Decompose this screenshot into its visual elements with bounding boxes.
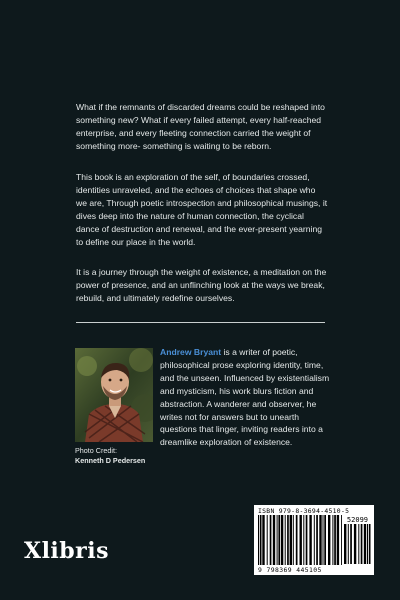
barcode-bar	[367, 524, 368, 564]
barcode-bar	[334, 515, 336, 565]
barcode-bar	[270, 515, 272, 565]
barcode-bar	[290, 515, 292, 565]
barcode-digits: 9 798369 445105	[258, 566, 322, 574]
publisher-logo: Xlibris	[24, 538, 110, 564]
addon-barcode	[344, 524, 372, 564]
photo-credit	[75, 446, 165, 466]
barcode-bar	[300, 515, 302, 565]
barcode-bar	[258, 515, 259, 565]
barcode-bar	[260, 515, 262, 565]
barcode-bar	[273, 515, 275, 565]
barcode-bar	[306, 515, 308, 565]
barcode-bar	[293, 515, 294, 565]
barcode-bar	[354, 524, 356, 564]
isbn-barcode	[254, 505, 374, 575]
photo-credit-name: Kenneth D Pedersen	[75, 456, 146, 465]
blurb-paragraph-1: What if the remnants of discarded dreams could be reshaped into something new? What if every failed attempt, every half-reached enterprise, and every fleeting connection carried the weight of something more- something is waiting to be reborn.	[76, 102, 325, 151]
barcode-bar	[323, 515, 324, 565]
author-bio-text: is a writer of poetic, philosophical prose exploring identity, time, and the unseen. Influenced by existentialism and mysticism, his work blurs fiction and abstraction. A wanderer and observer, he writes not for answers but to unearth questions that linger, inviting readers into a dreamlike exploration of existence.	[160, 347, 330, 448]
barcode-bar	[332, 515, 333, 565]
barcode-bar	[281, 515, 283, 565]
barcode-bar	[314, 515, 315, 565]
barcode-bar	[267, 515, 268, 565]
section-divider	[76, 322, 325, 323]
barcode-bar	[324, 515, 326, 565]
author-name: Andrew Bryant	[160, 347, 222, 357]
barcode-bar	[303, 515, 304, 565]
barcode-bar	[296, 515, 298, 565]
photo-credit-label: Photo Credit:	[75, 446, 117, 455]
price-code: 52099	[346, 516, 368, 524]
barcode-bar	[337, 515, 339, 565]
barcode-bar	[287, 515, 289, 565]
barcode-bar	[350, 524, 352, 564]
barcode-bar	[328, 515, 330, 565]
barcode-bar	[316, 515, 318, 565]
author-bio	[160, 346, 330, 449]
barcode-bar	[348, 524, 349, 564]
barcode-bar	[358, 524, 359, 564]
barcode-bar	[285, 515, 286, 565]
blurb-paragraph-3: It is a journey through the weight of existence, a meditation on the power of presence, and an unflinching look at the ways we break, rebuild, and ultimately redefine ourselves.	[76, 267, 327, 303]
barcode-bar	[344, 524, 346, 564]
main-barcode	[258, 515, 342, 565]
barcode-bar	[341, 515, 342, 565]
barcode-bar	[369, 524, 371, 564]
barcode-bar	[278, 515, 280, 565]
barcode-bar	[319, 515, 321, 565]
isbn-text: ISBN 979-8-3694-4510-5	[258, 507, 350, 515]
barcode-bar	[262, 515, 264, 565]
barcode-bar	[361, 524, 363, 564]
author-portrait-image	[75, 348, 153, 442]
blurb-paragraph-2: This book is an exploration of the self, of boundaries crossed, identities unraveled, and the echoes of choices that shape who we are, Through poetic introspection and philosophical musings, it dives deep into the nature of human connection, the cyclical dance of destruction and renewal, and the ever-present yearning to define our place in the world.	[76, 172, 328, 247]
barcode-bar	[364, 524, 366, 564]
author-photo	[75, 348, 153, 442]
barcode-bar	[277, 515, 278, 565]
barcode-bar	[309, 515, 311, 565]
